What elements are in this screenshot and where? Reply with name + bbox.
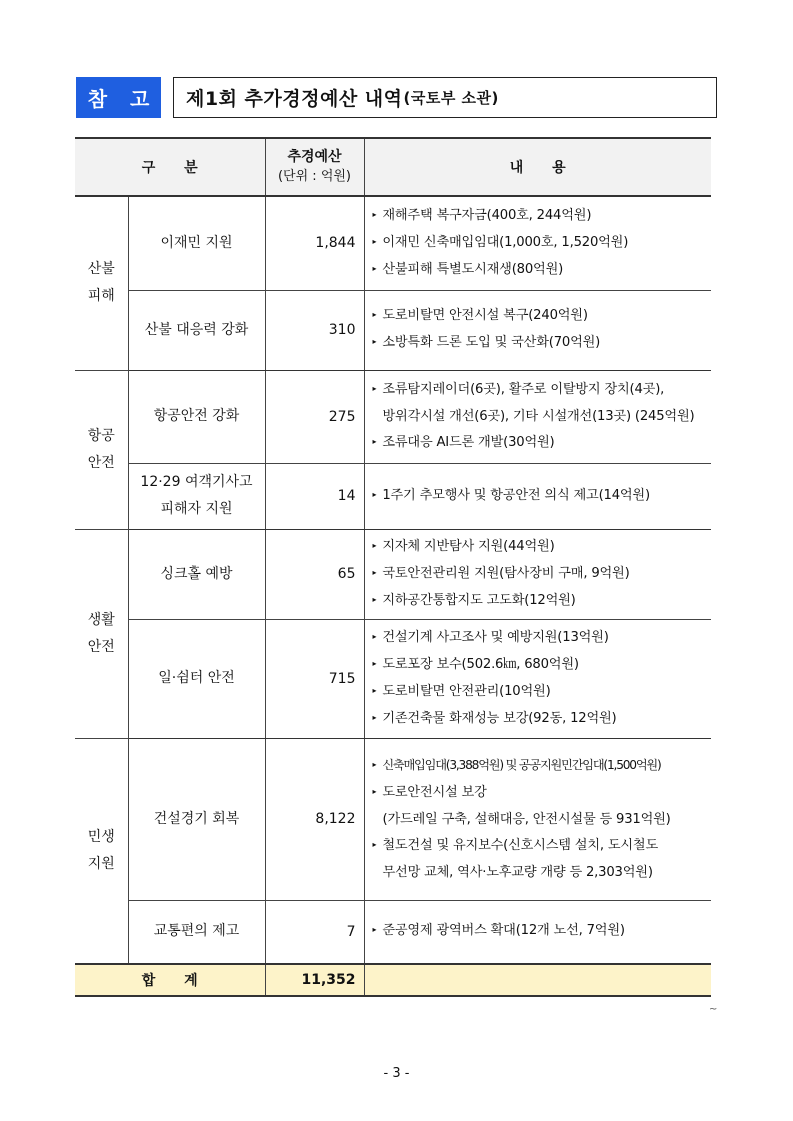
- item-label: 12·29 여객기사고: [140, 474, 253, 490]
- content-line: ▸ 이재민 신축매입임대(1,000호, 1,520억원): [372, 234, 629, 250]
- bullet-icon: ▸: [372, 840, 377, 849]
- amount-cell: 8,122: [265, 738, 364, 900]
- total-content-empty: [364, 964, 711, 996]
- item-label: 교통편의 제고: [153, 923, 240, 940]
- item-label: 이재민 지원: [160, 234, 233, 251]
- category-label: 안전: [87, 638, 115, 655]
- bullet-icon: ▸: [372, 787, 377, 796]
- bullet-icon: ▸: [372, 685, 377, 695]
- item-label: 건설경기 회복: [153, 810, 240, 827]
- category-cell: [75, 370, 128, 529]
- content-line: ▸ 1주기 추모행사 및 항공안전 의식 제고(14억원): [372, 487, 650, 503]
- content-line: ▸ 준공영제 광역버스 확대(12개 노선, 7억원): [372, 923, 625, 939]
- content-line: ▸ 도로비탈면 안전시설 복구(240억원): [372, 308, 588, 323]
- bullet-icon: ▸: [372, 236, 377, 246]
- item-cell: [128, 196, 265, 290]
- amount-cell: 1,844: [265, 196, 364, 290]
- table-row: [75, 370, 711, 463]
- bullet-icon: ▸: [372, 594, 377, 604]
- content-line: ▸ 도로안전시설 보강: [372, 785, 487, 800]
- content-line: ▸ 기존건축물 화재성능 보강(92동, 12억원): [372, 710, 617, 726]
- tilde-mark: ~: [709, 1004, 718, 1015]
- content-line: ▸ 도로포장 보수(502.6㎞, 680억원): [372, 656, 579, 672]
- category-cell: [75, 738, 128, 964]
- amount-cell: 715: [265, 619, 364, 738]
- category-label: 산불: [87, 261, 115, 278]
- table-header-row: [75, 138, 711, 196]
- category-cell: [75, 196, 128, 370]
- table-row: [75, 900, 711, 964]
- content-line: ▸ 도로비탈면 안전관리(10억원): [372, 683, 551, 699]
- header-budget-unit: (단위 : 억원): [277, 169, 352, 184]
- category-label: 항공: [87, 427, 115, 444]
- category-label: 안전: [87, 454, 115, 471]
- table-row: [75, 529, 711, 619]
- content-line: ▸ 지자체 지반탐사 지원(44억원): [372, 538, 555, 554]
- total-row: [75, 964, 711, 996]
- bullet-icon: ▸: [372, 263, 377, 273]
- bullet-icon: ▸: [372, 760, 377, 769]
- bullet-icon: ▸: [372, 383, 377, 393]
- item-label: 싱크홀 예방: [160, 565, 233, 582]
- content-line: ▸ 신축매입임대(3,388억원) 및 공공지원민간임대(1,500억원): [372, 758, 661, 772]
- bullet-icon: ▸: [372, 925, 377, 935]
- item-label: 일·쉼터 안전: [158, 670, 235, 686]
- item-cell: [128, 370, 265, 463]
- page-title: 제1회 추가경정예산 내역: [186, 88, 403, 110]
- content-line: ▸ 재해주택 복구자금(400호, 244억원): [372, 207, 592, 223]
- item-cell: [128, 738, 265, 900]
- content-cell: [364, 900, 711, 964]
- content-line: ▸ 건설기계 사고조사 및 예방지원(13억원): [372, 629, 609, 645]
- content-line: ▸ 소방특화 드론 도입 및 국산화(70억원): [372, 335, 601, 350]
- item-cell: [128, 529, 265, 619]
- content-line: ▸ 조류탐지레이더(6곳), 활주로 이탈방지 장치(4곳),: [372, 381, 665, 397]
- content-line: ▸ 철도건설 및 유지보수(신호시스템 설치, 도시철도: [372, 838, 659, 853]
- content-cell: [364, 619, 711, 738]
- content-line: ▸ 조류대응 AI드론 개발(30억원): [372, 434, 555, 450]
- bullet-icon: ▸: [372, 631, 377, 641]
- item-cell: [128, 900, 265, 964]
- bullet-icon: ▸: [372, 209, 377, 219]
- bullet-icon: ▸: [372, 658, 377, 668]
- item-cell: [128, 619, 265, 738]
- item-cell: [128, 290, 265, 370]
- header-budget: [265, 138, 364, 196]
- amount-cell: 14: [265, 463, 364, 529]
- content-cell: [364, 196, 711, 290]
- bullet-icon: ▸: [372, 567, 377, 577]
- category-label: 민생: [87, 828, 115, 845]
- amount-cell: 275: [265, 370, 364, 463]
- page-number: - 3 -: [383, 1066, 410, 1081]
- page-title-box: [173, 77, 717, 118]
- amount-cell: 310: [265, 290, 364, 370]
- content-line: 방위각시설 개선(6곳), 기타 시설개선(13곳) (245억원): [382, 408, 695, 424]
- bullet-icon: ▸: [372, 712, 377, 722]
- item-cell: [128, 463, 265, 529]
- category-cell: [75, 529, 128, 738]
- content-cell: [364, 529, 711, 619]
- amount-cell: 65: [265, 529, 364, 619]
- content-line: ▸ 지하공간통합지도 고도화(12억원): [372, 592, 576, 608]
- category-label: 지원: [87, 855, 115, 872]
- total-label: 합 계: [75, 964, 265, 996]
- table-row: [75, 290, 711, 370]
- header-content: 내 용: [364, 138, 711, 196]
- total-amount: 11,352: [265, 964, 364, 996]
- header-budget-label: 추경예산: [287, 149, 342, 165]
- bullet-icon: ▸: [372, 310, 377, 319]
- item-label: 항공안전 강화: [153, 408, 240, 424]
- content-line: ▸ 국토안전관리원 지원(탐사장비 구매, 9억원): [372, 565, 630, 581]
- bullet-icon: ▸: [372, 436, 377, 446]
- table-row: [75, 463, 711, 529]
- item-label: 피해자 지원: [160, 501, 233, 517]
- header-category: 구 분: [75, 138, 265, 196]
- table-row: [75, 196, 711, 290]
- content-cell: [364, 370, 711, 463]
- amount-cell: 7: [265, 900, 364, 964]
- bullet-icon: ▸: [372, 489, 377, 499]
- reference-badge: 참 고: [76, 77, 161, 118]
- table-row: [75, 738, 711, 900]
- content-line: 무선망 교체, 역사·노후교량 개량 등 2,303억원): [382, 865, 653, 880]
- content-line: (가드레일 구축, 설해대응, 안전시설물 등 931억원): [382, 812, 671, 827]
- page-title-sub: (국토부 소관): [403, 89, 499, 107]
- category-label: 생활: [87, 611, 115, 628]
- table-row: [75, 619, 711, 738]
- content-line: ▸ 산불피해 특별도시재생(80억원): [372, 261, 564, 277]
- bullet-icon: ▸: [372, 337, 377, 346]
- budget-table: [75, 137, 711, 997]
- bullet-icon: ▸: [372, 540, 377, 550]
- item-label: 산불 대응력 강화: [144, 321, 249, 338]
- content-cell: [364, 290, 711, 370]
- category-label: 피해: [87, 288, 115, 305]
- content-cell: [364, 738, 711, 900]
- content-cell: [364, 463, 711, 529]
